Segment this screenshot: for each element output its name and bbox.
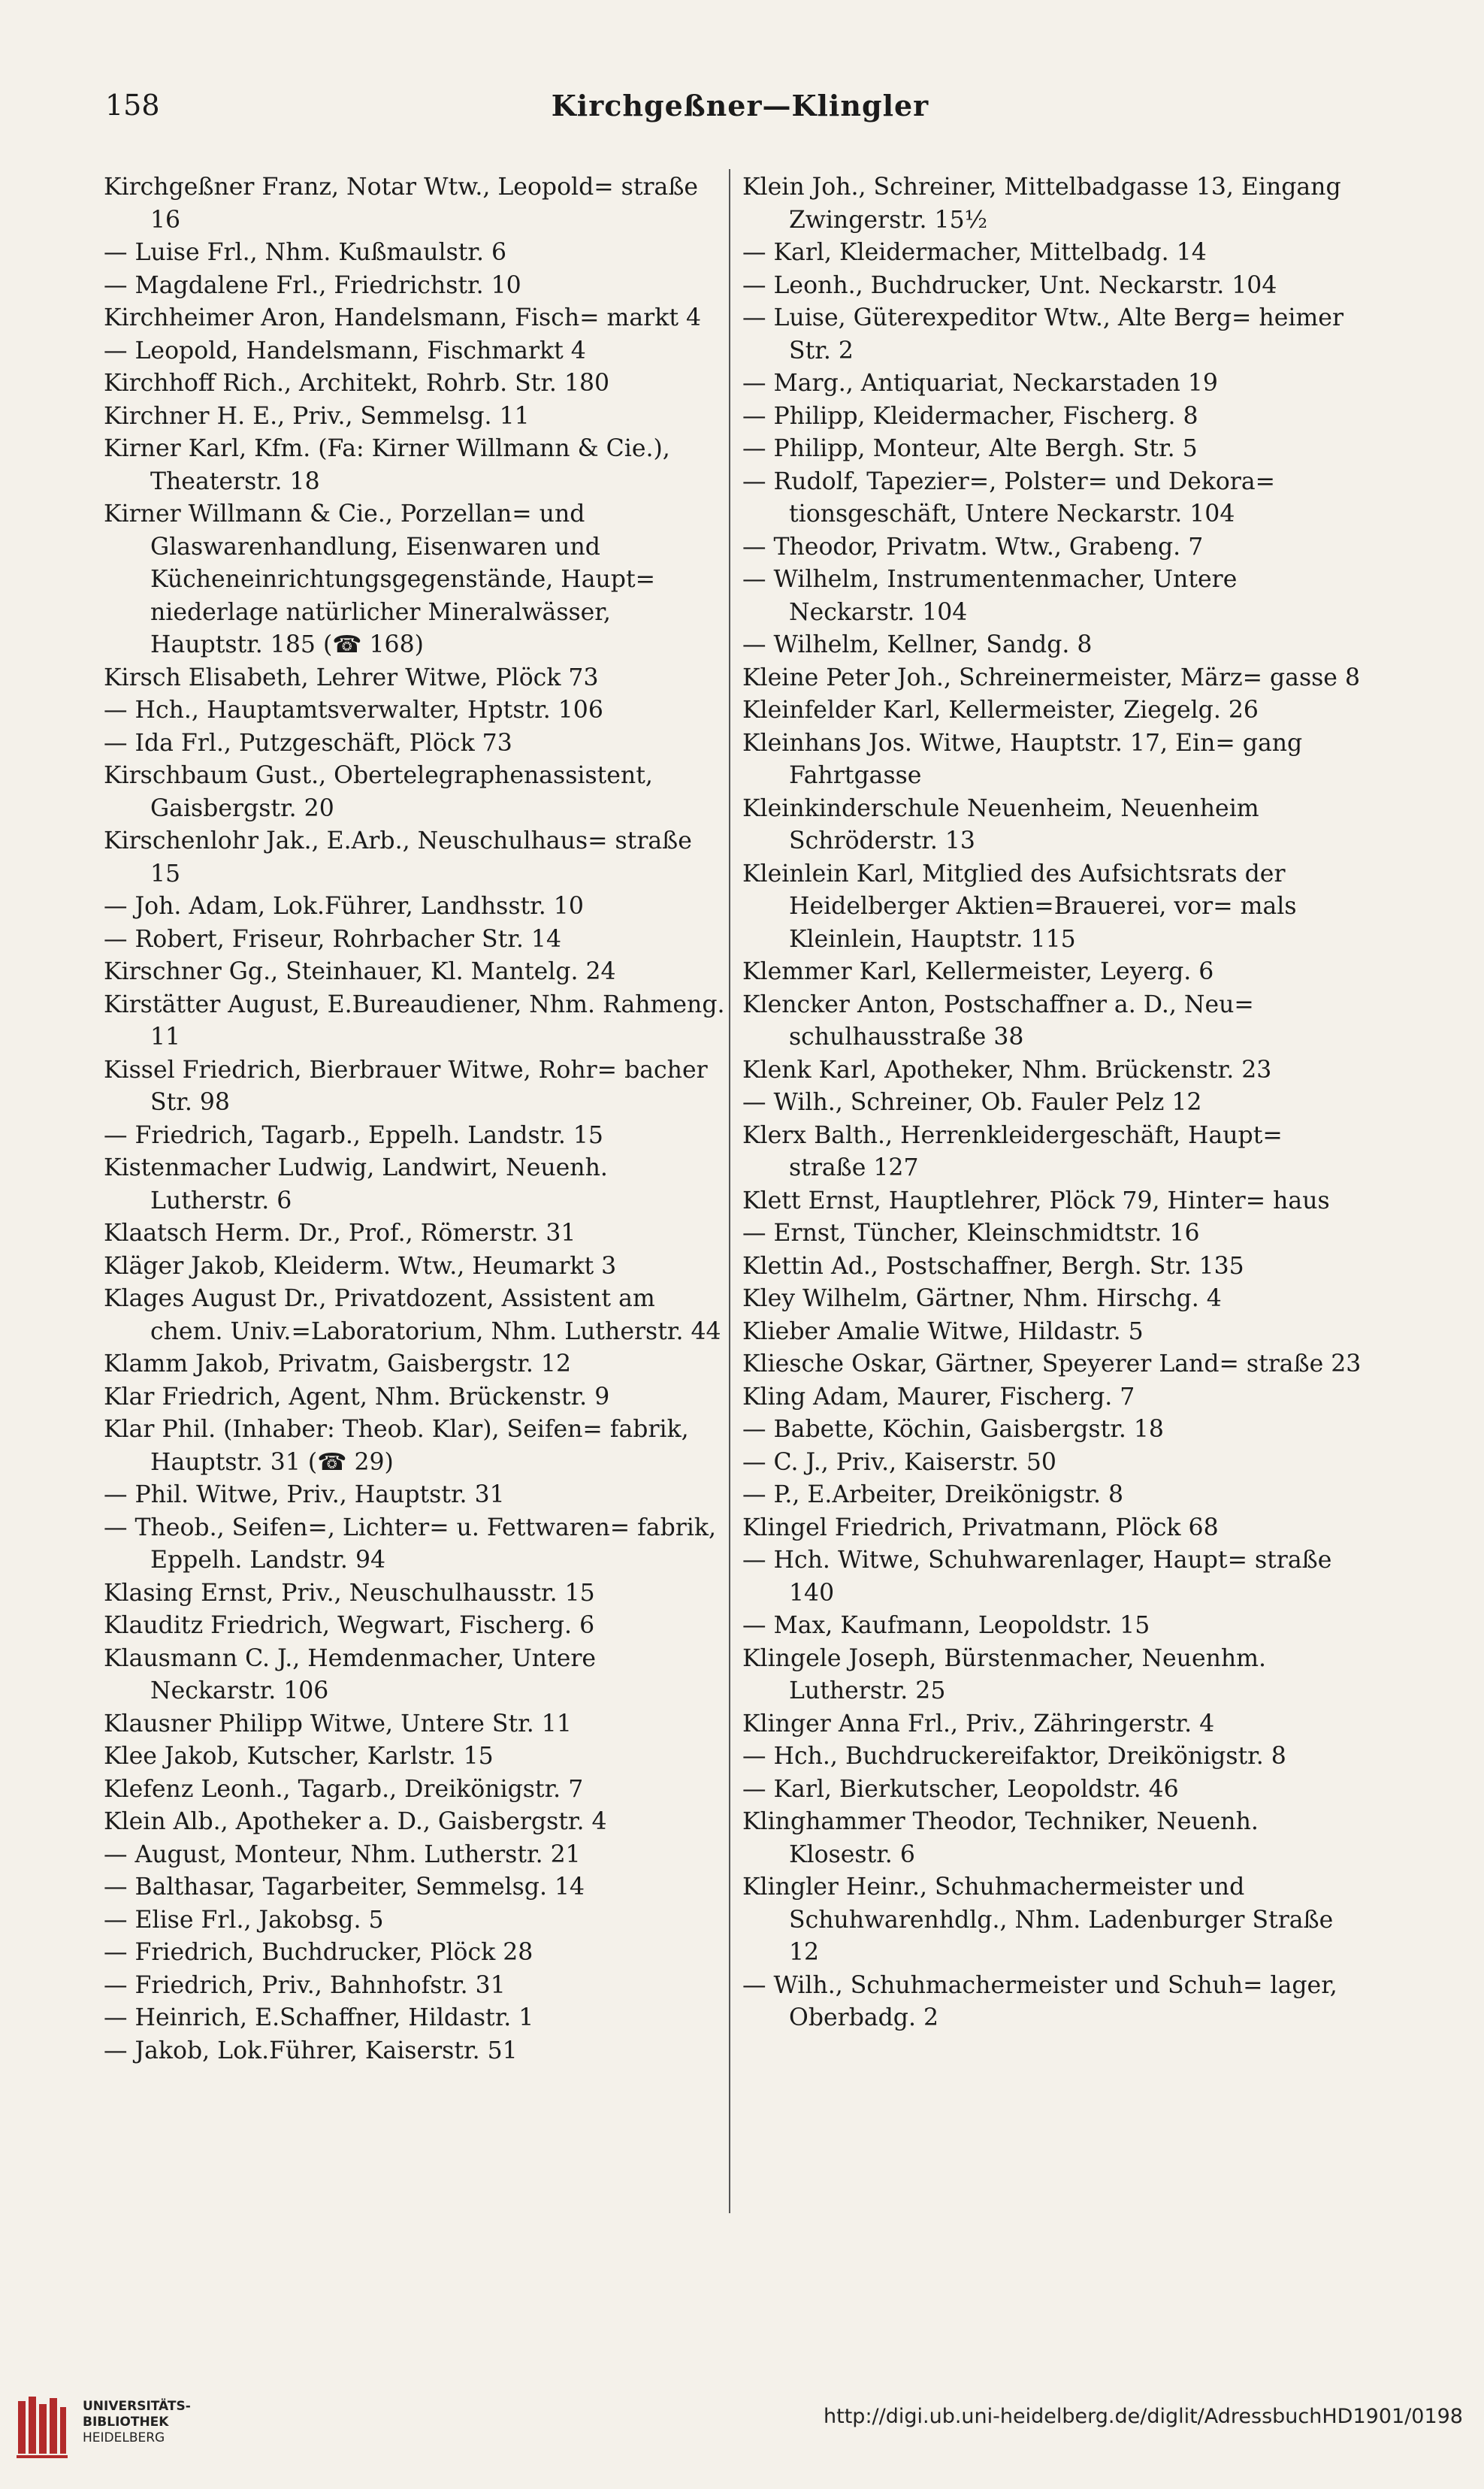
directory-entry: Klages August Dr., Privatdozent, Assistent am chem. Univ.=Laboratorium, Nhm. Lutherstr. 44	[104, 1285, 721, 1345]
directory-entry: Kissel Friedrich, Bierbrauer Witwe, Rohr= bacher Str. 98	[104, 1056, 708, 1116]
library-name-line2: BIBLIOTHEK	[83, 2415, 169, 2430]
directory-entry: Kirschenlohr Jak., E.Arb., Neuschulhaus= straße 15	[104, 827, 692, 888]
directory-entry: Klingel Friedrich, Privatmann, Plöck 68	[742, 1514, 1219, 1541]
directory-entry: — August, Monteur, Nhm. Lutherstr. 21	[104, 1840, 581, 1868]
directory-entry: Klar Phil. (Inhaber: Theob. Klar), Seifen= fabrik, Hauptstr. 31 (☎ 29)	[104, 1416, 689, 1476]
directory-entry: Klaatsch Herm. Dr., Prof., Römerstr. 31	[104, 1220, 576, 1247]
directory-entry: — Hch. Witwe, Schuhwarenlager, Haupt= straße 140	[742, 1547, 1332, 1607]
directory-entry: Kleinkinderschule Neuenheim, Neuenheim Schröderstr. 13	[742, 794, 1259, 854]
directory-entry: Klingler Heinr., Schuhmachermeister und Schuhwarenhdlg., Nhm. Ladenburger Straße 12	[742, 1874, 1334, 1966]
directory-entry: Kliesche Oskar, Gärtner, Speyerer Land= straße 23	[742, 1350, 1362, 1378]
directory-entry: Kirchheimer Aron, Handelsmann, Fisch= markt 4	[104, 304, 702, 331]
directory-entry: Kirstätter August, E.Bureaudiener, Nhm. Rahmeng. 11	[104, 990, 725, 1051]
directory-entry: Klieber Amalie Witwe, Hildastr. 5	[742, 1317, 1144, 1345]
directory-entry: — P., E.Arbeiter, Dreikönigstr. 8	[742, 1481, 1124, 1508]
directory-entry: — Karl, Kleidermacher, Mittelbadg. 14	[742, 239, 1207, 266]
directory-entry: Klingele Joseph, Bürstenmacher, Neuenhm. Lutherstr. 25	[742, 1644, 1267, 1704]
directory-entry: Kirschbaum Gust., Obertelegraphenassistent, Gaisbergstr. 20	[104, 762, 653, 822]
directory-entry: Klein Alb., Apotheker a. D., Gaisbergstr. 4	[104, 1808, 607, 1835]
directory-entry: — Ida Frl., Putzgeschäft, Plöck 73	[104, 729, 512, 757]
directory-entry: — Jakob, Lok.Führer, Kaiserstr. 51	[104, 2037, 518, 2064]
directory-entry: — Robert, Friseur, Rohrbacher Str. 14	[104, 925, 562, 953]
directory-entry: Klemmer Karl, Kellermeister, Leyerg. 6	[742, 958, 1214, 985]
library-name-line1: UNIVERSITÄTS-	[83, 2399, 191, 2414]
directory-entry: — Babette, Köchin, Gaisbergstr. 18	[742, 1416, 1164, 1443]
page-header	[105, 89, 1375, 134]
directory-entry: Klein Joh., Schreiner, Mittelbadgasse 13, Eingang Zwingerstr. 15½	[742, 174, 1341, 234]
directory-entry: Kirsch Elisabeth, Lehrer Witwe, Plöck 73	[104, 664, 599, 691]
directory-entry: Kläger Jakob, Kleiderm. Wtw., Heumarkt 3	[104, 1252, 617, 1280]
directory-entry: — Luise Frl., Nhm. Kußmaulstr. 6	[104, 239, 507, 266]
directory-entry: — Philipp, Monteur, Alte Bergh. Str. 5	[742, 435, 1198, 462]
column-divider	[729, 169, 730, 2213]
directory-entry: Kling Adam, Maurer, Fischerg. 7	[742, 1383, 1135, 1411]
directory-entry: — Rudolf, Tapezier=, Polster= und Dekora= tionsgeschäft, Untere Neckarstr. 104	[742, 467, 1276, 528]
directory-entry: — Friedrich, Tagarb., Eppelh. Landstr. 15	[104, 1121, 603, 1149]
directory-entry: — Balthasar, Tagarbeiter, Semmelsg. 14	[104, 1874, 585, 1901]
directory-entry: Klauditz Friedrich, Wegwart, Fischerg. 6	[104, 1612, 595, 1639]
directory-entry: — Ernst, Tüncher, Kleinschmidtstr. 16	[742, 1220, 1200, 1247]
directory-entry: Kley Wilhelm, Gärtner, Nhm. Hirschg. 4	[742, 1285, 1222, 1312]
directory-entry: Klettin Ad., Postschaffner, Bergh. Str. 135	[742, 1252, 1244, 1280]
directory-entry: Klencker Anton, Postschaffner a. D., Neu= schulhausstraße 38	[742, 990, 1254, 1051]
directory-entry: Kleine Peter Joh., Schreinermeister, März= gasse 8	[742, 664, 1360, 691]
directory-entry: — Phil. Witwe, Priv., Hauptstr. 31	[104, 1481, 505, 1508]
directory-entry: Klamm Jakob, Privatm, Gaisbergstr. 12	[104, 1350, 571, 1378]
directory-entry: Klinger Anna Frl., Priv., Zähringerstr. 4	[742, 1710, 1215, 1737]
directory-entry: — Max, Kaufmann, Leopoldstr. 15	[742, 1612, 1150, 1639]
directory-entry: Klausmann C. J., Hemdenmacher, Untere Neckarstr. 106	[104, 1644, 597, 1704]
directory-entry: — Hch., Hauptamtsverwalter, Hptstr. 106	[104, 697, 603, 724]
directory-entry: — Theodor, Privatm. Wtw., Grabeng. 7	[742, 533, 1204, 561]
directory-entry: — Luise, Güterexpeditor Wtw., Alte Berg= heimer Str. 2	[742, 304, 1344, 364]
directory-entry: — Elise Frl., Jakobsg. 5	[104, 1906, 384, 1934]
directory-entry: Kirner Karl, Kfm. (Fa: Kirner Willmann & Cie.), Theaterstr. 18	[104, 435, 670, 495]
directory-entry: Kleinlein Karl, Mitglied des Aufsichtsrats der Heidelberger Aktien=Brauerei, vor= mals Kleinlein, Hauptstr. 115	[742, 860, 1297, 953]
directory-entry: — Wilhelm, Instrumentenmacher, Untere Neckarstr. 104	[742, 566, 1238, 626]
directory-entry: Klefenz Leonh., Tagarb., Dreikönigstr. 7	[104, 1775, 584, 1803]
library-logo-icon	[15, 2394, 69, 2461]
directory-entry: — Friedrich, Buchdrucker, Plöck 28	[104, 1939, 533, 1966]
directory-entry: — C. J., Priv., Kaiserstr. 50	[742, 1448, 1056, 1476]
directory-entry: — Joh. Adam, Lok.Führer, Landhsstr. 10	[104, 893, 584, 920]
page-number: 158	[105, 89, 160, 122]
directory-entry: — Marg., Antiquariat, Neckarstaden 19	[742, 370, 1218, 397]
directory-entry: Kirchner H. E., Priv., Semmelsg. 11	[104, 402, 530, 430]
page-footer	[0, 2375, 1484, 2489]
directory-entry: Klasing Ernst, Priv., Neuschulhausstr. 15	[104, 1579, 595, 1607]
left-column	[104, 171, 727, 2261]
directory-entry: — Magdalene Frl., Friedrichstr. 10	[104, 271, 521, 299]
directory-entry: Klett Ernst, Hauptlehrer, Plöck 79, Hinter= haus	[742, 1187, 1330, 1214]
directory-entry: — Leopold, Handelsmann, Fischmarkt 4	[104, 337, 586, 364]
directory-entry: Klerx Balth., Herrenkleidergeschäft, Haupt= straße 127	[742, 1121, 1283, 1181]
source-url[interactable]: http://digi.ub.uni-heidelberg.de/diglit/AdressbuchHD1901/0198	[824, 2405, 1463, 2428]
directory-entry: Kirschner Gg., Steinhauer, Kl. Mantelg. 24	[104, 958, 616, 985]
directory-entry: — Wilh., Schreiner, Ob. Fauler Pelz 12	[742, 1089, 1202, 1116]
directory-entry: — Wilh., Schuhmachermeister und Schuh= lager, Oberbadg. 2	[742, 1971, 1337, 2031]
right-column	[742, 171, 1366, 2261]
library-name-line3: HEIDELBERG	[83, 2430, 165, 2445]
directory-entry: Kirner Willmann & Cie., Porzellan= und Glaswarenhandlung, Eisenwaren und Kücheneinrichtungsgegenstände, Haupt= niederlage natürlicher Mineralwässer, Hauptstr. 185 (☎ 168)	[104, 501, 655, 658]
directory-entry: Klar Friedrich, Agent, Nhm. Brückenstr. 9	[104, 1383, 610, 1411]
directory-entry: — Friedrich, Priv., Bahnhofstr. 31	[104, 1971, 506, 1999]
directory-entry: — Leonh., Buchdrucker, Unt. Neckarstr. 104	[742, 271, 1277, 299]
directory-entry: Kistenmacher Ludwig, Landwirt, Neuenh. Lutherstr. 6	[104, 1154, 608, 1214]
directory-entry: Klausner Philipp Witwe, Untere Str. 11	[104, 1710, 572, 1737]
running-head: Kirchgeßner—Klingler	[551, 89, 929, 122]
directory-entry: — Heinrich, E.Schaffner, Hildastr. 1	[104, 2004, 534, 2031]
directory-entry: — Philipp, Kleidermacher, Fischerg. 8	[742, 402, 1198, 430]
directory-entry: Kleinhans Jos. Witwe, Hauptstr. 17, Ein= gang Fahrtgasse	[742, 729, 1303, 789]
directory-entry: Klenk Karl, Apotheker, Nhm. Brückenstr. 23	[742, 1056, 1272, 1084]
directory-entry: — Karl, Bierkutscher, Leopoldstr. 46	[742, 1775, 1179, 1803]
directory-entry: — Wilhelm, Kellner, Sandg. 8	[742, 631, 1093, 658]
directory-entry: Kirchgeßner Franz, Notar Wtw., Leopold= straße 16	[104, 174, 699, 234]
directory-entry: Klee Jakob, Kutscher, Karlstr. 15	[104, 1743, 494, 1770]
directory-entry: Kirchhoff Rich., Architekt, Rohrb. Str. 180	[104, 370, 610, 397]
directory-entry: Klinghammer Theodor, Techniker, Neuenh. Klosestr. 6	[742, 1808, 1259, 1868]
directory-entry: — Theob., Seifen=, Lichter= u. Fettwaren= fabrik, Eppelh. Landstr. 94	[104, 1514, 716, 1574]
library-name	[83, 2399, 191, 2446]
directory-entry: — Hch., Buchdruckereifaktor, Dreikönigstr. 8	[742, 1743, 1286, 1770]
directory-entry: Kleinfelder Karl, Kellermeister, Ziegelg. 26	[742, 697, 1259, 724]
